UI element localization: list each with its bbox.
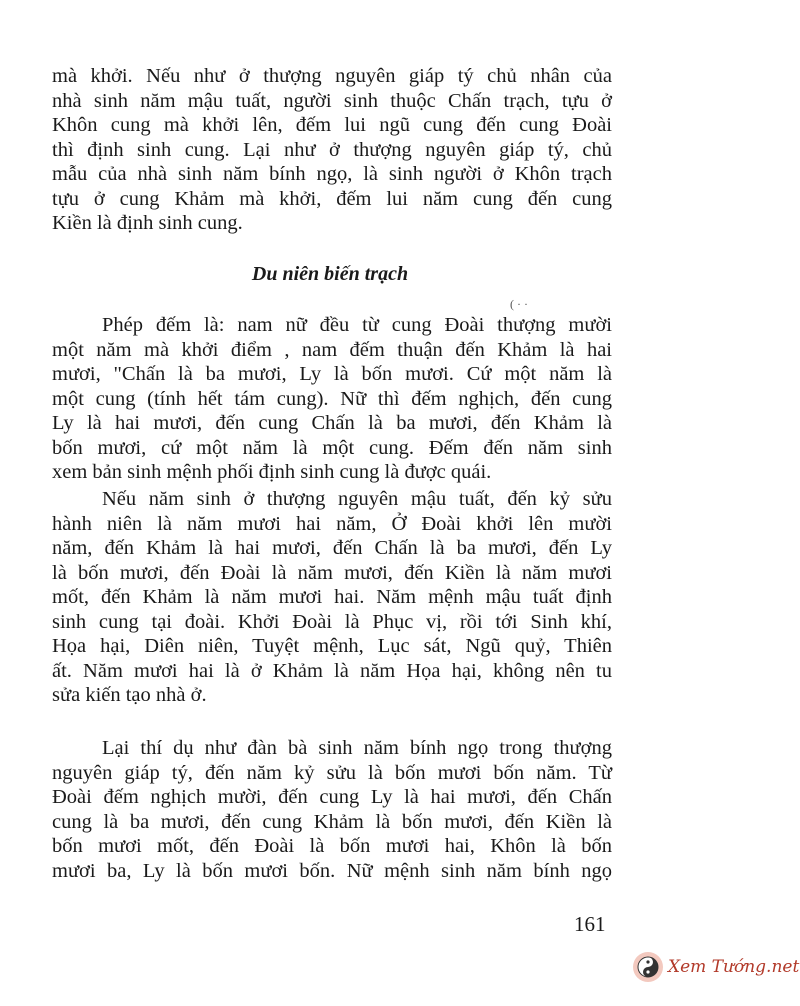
text-line: mốt, đến Khảm là năm mươi hai. Năm mệnh mậu tuất định [52,586,612,608]
text-line: Ly là hai mươi, đến cung Chấn là ba mươi, đến Khảm là [52,412,612,434]
text-line: Phép đếm là: nam nữ đều từ cung Đoài thượng mười [102,314,612,336]
text-line: một năm mà khởi điểm , nam đếm thuận đến Khảm là hai [52,338,612,361]
text-line: Lại thí dụ như đàn bà sinh năm bính ngọ trong thượng [102,737,612,759]
text-line: mươi ba, Ly là bốn mươi bốn. Nữ mệnh sinh năm bính ngọ [52,859,612,882]
paragraph-3 [52,736,612,883]
page-number: 161 [574,912,606,936]
text-line: sinh cung tại đoài. Khởi Đoài là Phục vị, rồi tới Sinh khí, [52,610,612,633]
paragraph-1 [52,313,612,485]
text-line: nhà sinh năm mậu tuất, người sinh thuộc Chấn trạch, tựu ở [52,89,612,112]
text-line: mà khởi. Nếu như ở thượng nguyên giáp tý chủ nhân của [52,65,612,87]
text-line: xem bản sinh mệnh phối định sinh cung là được quái. [52,461,492,483]
text-line: mẫu của nhà sinh năm bính ngọ, là sinh người ở Khôn trạch [52,163,612,185]
text-line: cung là ba mươi, đến cung Khảm là bốn mươi, đến Kiền là [52,810,612,833]
text-line: bốn mươi, cứ một năm là một cung. Đếm đến năm sinh [52,436,612,459]
text-line: Kiền là định sinh cung. [52,212,243,234]
text-line: nguyên giáp tý, đến năm kỷ sửu là bốn mươi bốn năm. Từ [52,761,612,784]
text-line: Đoài đếm nghịch mười, đến cung Ly là hai mươi, đến Chấn [52,786,612,808]
text-line: tựu ở cung Khảm mà khởi, đếm lui năm cung đến cung [52,187,612,210]
paragraph-2 [52,487,612,708]
scan-speck: ( · · [510,297,528,311]
section-heading: Du niên biến trạch [251,263,409,285]
text-line: bốn mươi mốt, đến Đoài là bốn mươi hai, Khôn là bốn [52,835,612,857]
text-line: năm, đến Khảm là hai mươi, đến Chấn là ba mươi, đến Ly [52,537,612,559]
text-line: hành niên là năm mươi hai năm, Ở Đoài khởi lên mười [52,512,612,535]
site-watermark[interactable] [633,952,799,982]
yin-yang-icon [633,952,663,982]
text-line: mươi, "Chấn là ba mươi, Ly là bốn mươi. Cứ một năm là [52,363,612,385]
text-line: ất. Năm mươi hai là ở Khảm là năm Họa hại, không nên tu [52,659,612,682]
text-line: một cung (tính hết tám cung). Nữ thì đếm nghịch, đến cung [52,387,612,410]
text-line: Khôn cung mà khởi lên, đếm lui ngũ cung đến cung Đoài [52,114,612,136]
text-line: Nếu năm sinh ở thượng nguyên mậu tuất, đến kỷ sửu [102,488,612,510]
text-line: là bốn mươi, đến Đoài là năm mươi, đến Kiền là năm mươi [52,561,612,584]
watermark-text: Xem Tướng.net [668,957,800,977]
text-line: sửa kiến tạo nhà ở. [52,684,207,706]
text-line: Họa hại, Diên niên, Tuyệt mệnh, Lục sát, Ngũ quỷ, Thiên [52,635,612,657]
paragraph-top [52,64,612,236]
text-line: thì định sinh cung. Lại như ở thượng nguyên giáp tý, chủ [52,138,612,161]
